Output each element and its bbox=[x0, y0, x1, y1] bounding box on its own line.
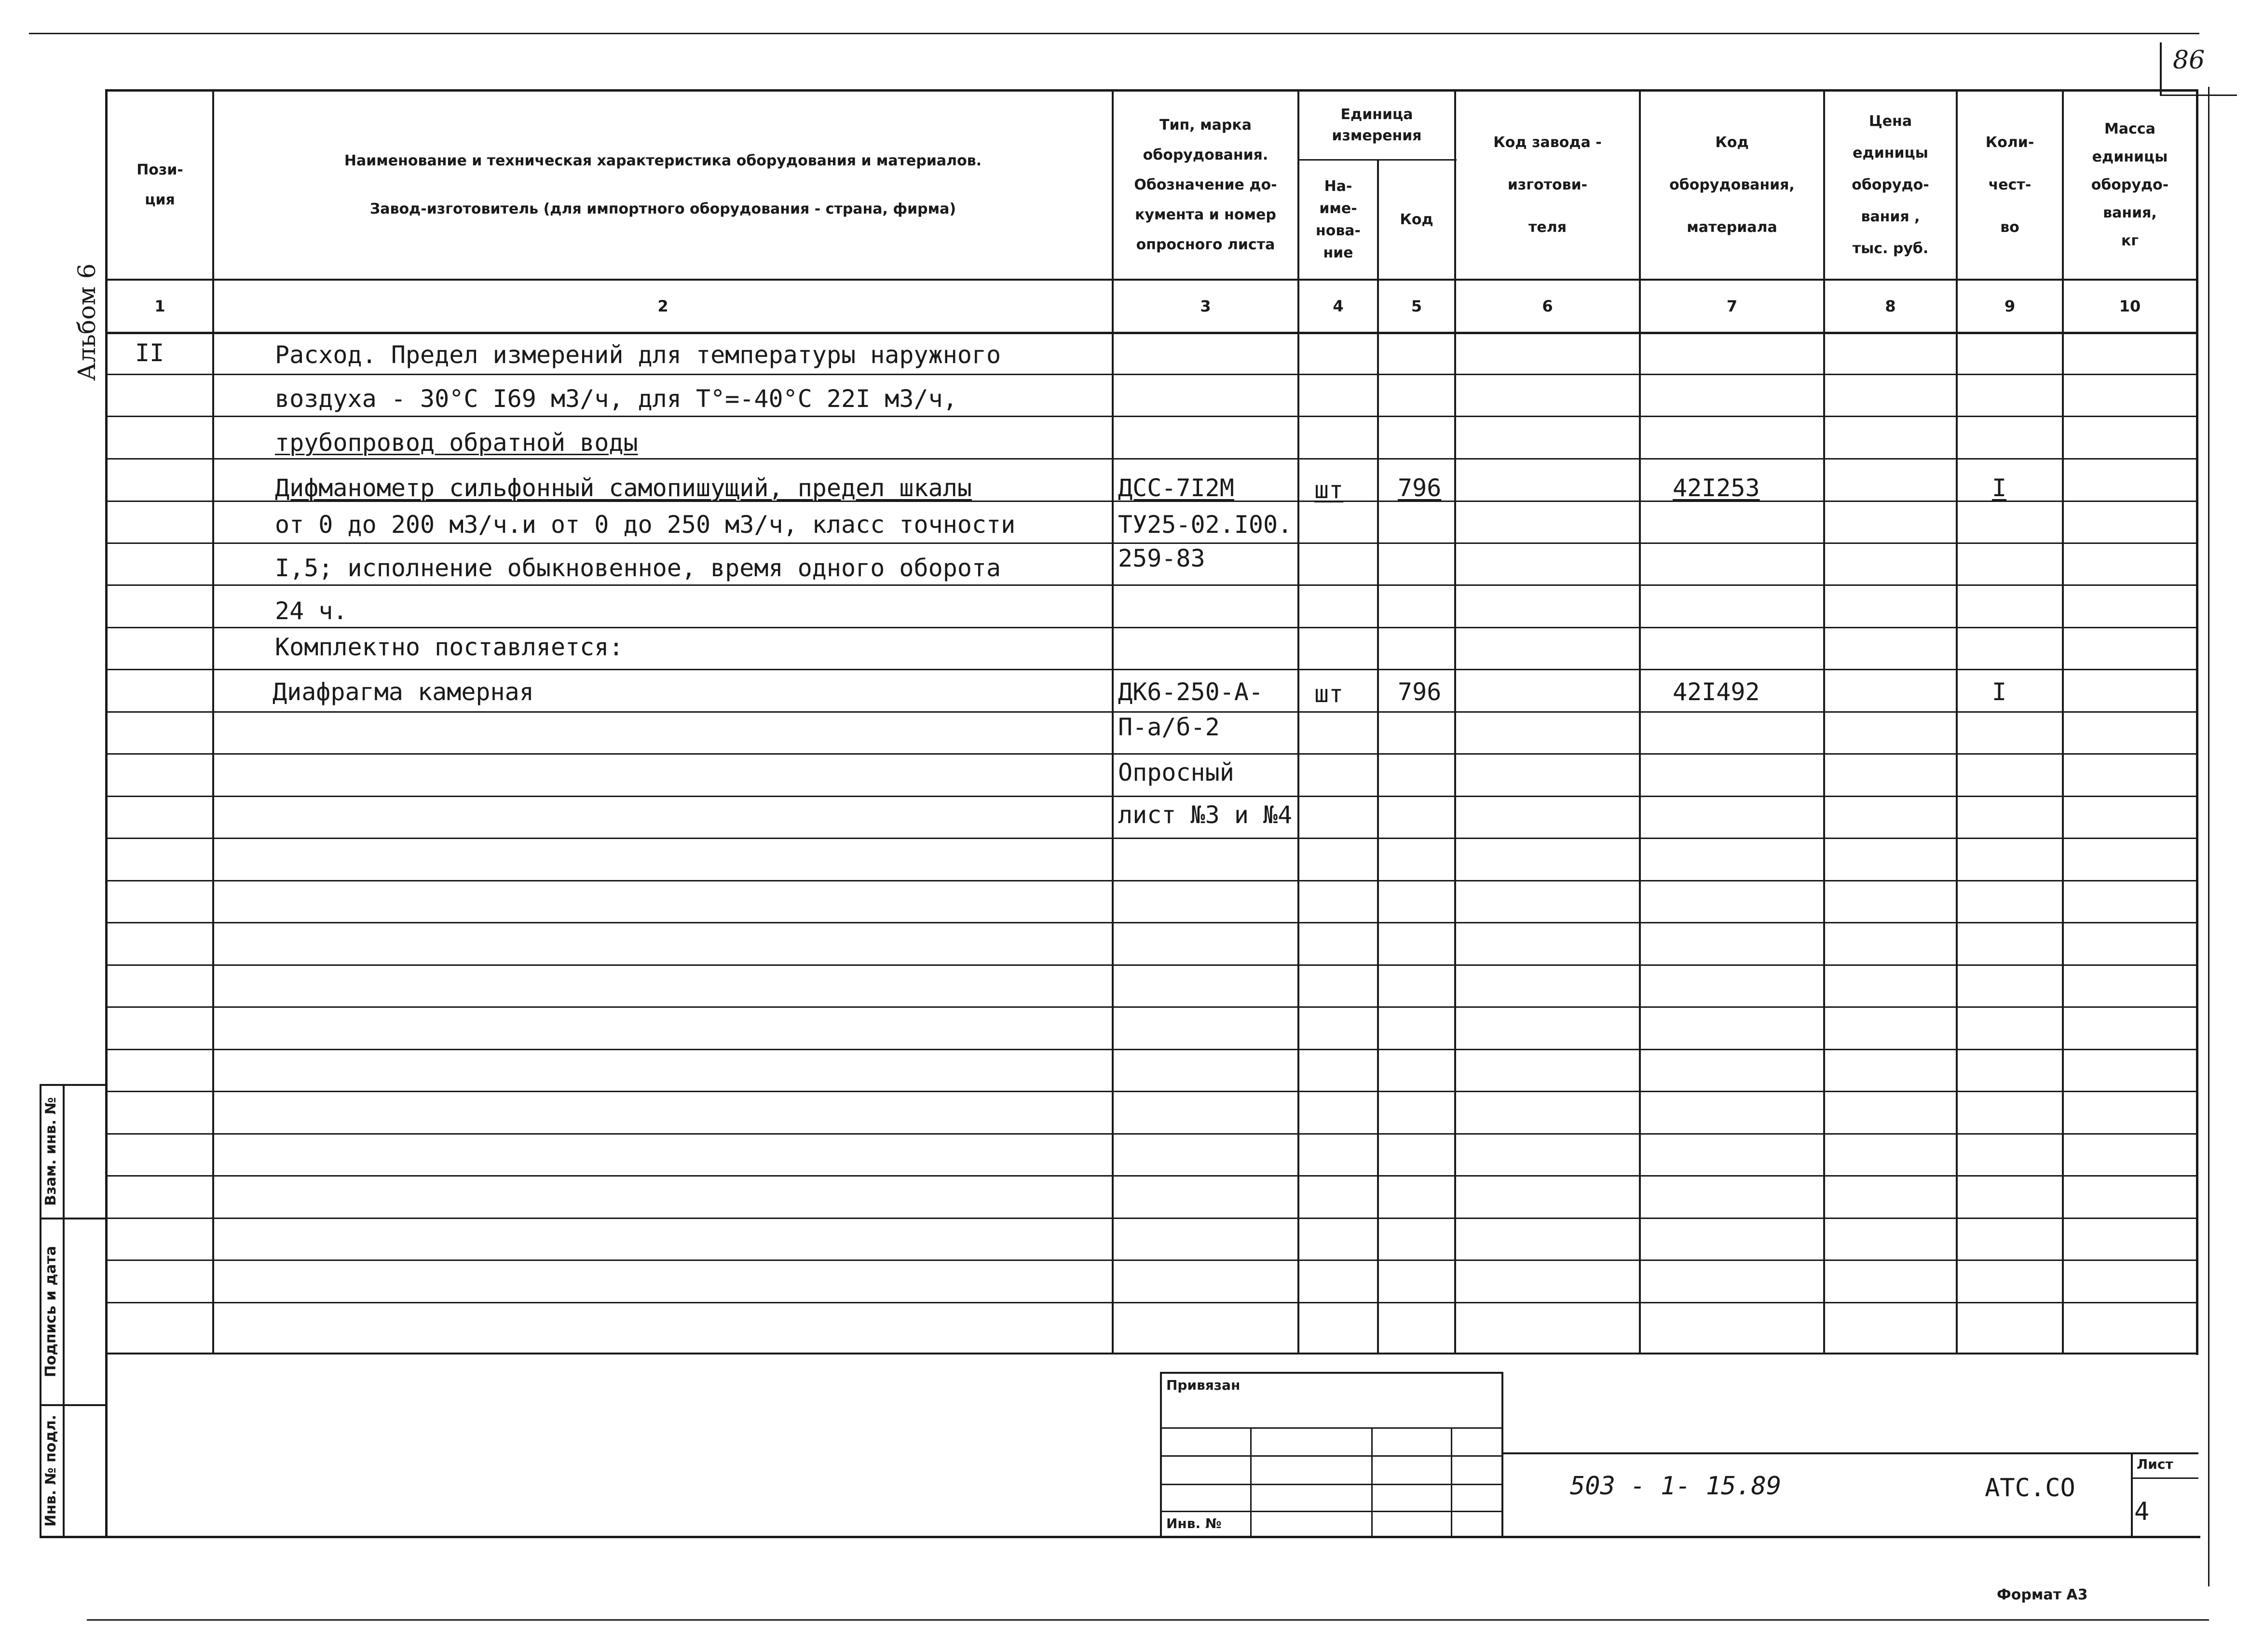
row-line bbox=[105, 922, 2198, 923]
header-type: Тип, марка оборудования. Обозначение до- кумента и номер опросного листа bbox=[1134, 117, 1277, 253]
col-sep-5 bbox=[1454, 89, 1456, 1353]
top-border-line bbox=[29, 33, 2199, 34]
sheet-label: Лист bbox=[2137, 1456, 2173, 1472]
name-cell: 24 ч. bbox=[275, 597, 348, 625]
row-line bbox=[105, 964, 2198, 966]
type-cell: лист №3 и №4 bbox=[1118, 801, 1293, 829]
row-line bbox=[105, 753, 2198, 755]
position-cell: II bbox=[135, 339, 164, 367]
row-line bbox=[105, 669, 2198, 670]
header-factory-code: Код завода - изготови- теля bbox=[1493, 134, 1602, 236]
sheet-cell-left bbox=[2131, 1452, 2133, 1538]
row-line bbox=[105, 1259, 2198, 1261]
row-line bbox=[105, 627, 2198, 628]
quantity-cell: I bbox=[1992, 678, 2007, 706]
row-line bbox=[105, 416, 2198, 417]
name-cell: Комплектно поставляется: bbox=[275, 633, 624, 661]
side-stamp-divider bbox=[40, 1218, 107, 1219]
column-number: 10 bbox=[2119, 297, 2141, 315]
page-number: 86 bbox=[2173, 46, 2205, 75]
document-code: 503 - 1- 15.89 bbox=[1570, 1472, 1782, 1501]
side-stamp-bottom bbox=[40, 1536, 2200, 1538]
row-line bbox=[105, 796, 2198, 797]
column-number: 3 bbox=[1200, 297, 1211, 315]
header-unit-name: На- име- нова- ние bbox=[1315, 177, 1361, 261]
side-stamp-divider bbox=[40, 1404, 107, 1406]
col-sep-3 bbox=[1297, 89, 1299, 1353]
column-number: 9 bbox=[2004, 297, 2016, 315]
name-cell: Дифманометр сильфонный самопишущий, предел шкалы bbox=[275, 474, 972, 502]
header-mass: Масса единицы оборудо- вания, кг bbox=[2091, 121, 2169, 249]
unit-code-cell: 796 bbox=[1398, 678, 1442, 706]
row-line bbox=[105, 880, 2198, 881]
album-label: Альбом 6 bbox=[73, 263, 101, 381]
header-price: Цена единицы оборудо- вания , тыс. руб. bbox=[1852, 113, 1929, 257]
row-line bbox=[105, 1302, 2198, 1303]
stamp-col-line bbox=[1371, 1427, 1373, 1536]
name-cell: Диафрагма камерная bbox=[273, 678, 534, 706]
row-line bbox=[105, 1006, 2198, 1008]
stamp-box-top bbox=[1160, 1372, 1503, 1374]
equipment-code-cell: 42I492 bbox=[1673, 678, 1760, 706]
column-number: 8 bbox=[1885, 297, 1896, 315]
column-number: 7 bbox=[1726, 297, 1738, 315]
header-unit-code: Код bbox=[1400, 211, 1433, 228]
side-stamp-inner-line bbox=[63, 1084, 65, 1538]
type-cell: ДК6-250-А- bbox=[1118, 678, 1264, 706]
quantity-cell: I bbox=[1992, 474, 2007, 502]
row-line bbox=[105, 1091, 2198, 1092]
column-number: 1 bbox=[154, 297, 165, 315]
attached-label: Привязан bbox=[1166, 1377, 1241, 1393]
header-quantity: Коли- чест- во bbox=[1985, 134, 2034, 236]
type-cell: Опросный bbox=[1118, 758, 1234, 786]
header-position: Пози- ция bbox=[136, 162, 183, 208]
sheet-number: 4 bbox=[2134, 1497, 2150, 1526]
column-number: 5 bbox=[1411, 297, 1422, 315]
col-sep-1 bbox=[212, 89, 214, 1353]
sheet-cell-divider bbox=[2131, 1477, 2198, 1479]
format-label: Формат А3 bbox=[1997, 1586, 2088, 1603]
type-cell: 259-83 bbox=[1118, 544, 1205, 572]
type-cell: П-а/б-2 bbox=[1118, 713, 1220, 741]
replacement-inventory-label: Взам. инв. № bbox=[42, 1097, 59, 1206]
column-number: 4 bbox=[1333, 297, 1344, 315]
sheet-bottom-edge bbox=[87, 1619, 2209, 1621]
col-sep-9 bbox=[2062, 89, 2064, 1353]
unit-cell: шт bbox=[1314, 476, 1344, 504]
document-mark: АТС.СО bbox=[1985, 1474, 2075, 1503]
equipment-code-cell: 42I253 bbox=[1673, 474, 1760, 502]
table-bottom-line bbox=[105, 1353, 2198, 1354]
type-cell: ДСС-7I2М bbox=[1118, 474, 1234, 502]
row-line bbox=[105, 1133, 2198, 1135]
col-sep-8 bbox=[1956, 89, 1958, 1353]
unit-cell: шт bbox=[1314, 680, 1344, 708]
inventory-number-label: Инв. № bbox=[1166, 1516, 1222, 1531]
name-cell: от 0 до 200 м3/ч.и от 0 до 250 м3/ч, класс точности bbox=[275, 511, 1016, 539]
col-sep-6 bbox=[1639, 89, 1641, 1353]
name-cell: Расход. Предел измерений для температуры наружного bbox=[275, 341, 1001, 369]
stamp-col-line bbox=[1451, 1427, 1452, 1536]
header-unit-group: Единица измерения bbox=[1332, 106, 1422, 144]
stamp-col-line bbox=[1250, 1427, 1252, 1536]
row-line bbox=[105, 458, 2198, 460]
title-block-top bbox=[1501, 1452, 2198, 1454]
header-equipment-code: Код оборудования, материала bbox=[1669, 134, 1795, 236]
signature-date-label: Подпись и дата bbox=[42, 1246, 59, 1378]
type-cell: ТУ25-02.I00. bbox=[1118, 511, 1293, 539]
row-line bbox=[105, 838, 2198, 839]
name-cell: трубопровод обратной воды bbox=[275, 429, 638, 457]
row-line bbox=[105, 1175, 2198, 1177]
page-number-box-left bbox=[2160, 42, 2162, 95]
original-inventory-label: Инв. № подл. bbox=[42, 1414, 59, 1527]
name-cell: I,5; исполнение обыкновенное, время одного оборота bbox=[275, 554, 1001, 582]
col-sep-2 bbox=[1112, 89, 1114, 1353]
column-number: 6 bbox=[1542, 297, 1553, 315]
header-name: Наименование и техническая характеристика оборудования и материалов. Завод-изготовитель (для импортного оборудования - страна, фирма) bbox=[344, 152, 982, 217]
col-sep-7 bbox=[1823, 89, 1825, 1353]
side-stamp-top bbox=[40, 1084, 107, 1086]
col-sep-4 bbox=[1377, 159, 1379, 1353]
name-cell: воздуха - 30°С I69 м3/ч, для Т°=-40°С 22I м3/ч, bbox=[275, 385, 957, 413]
column-number: 2 bbox=[657, 297, 668, 315]
row-line bbox=[105, 1218, 2198, 1219]
row-line bbox=[105, 374, 2198, 375]
row-line bbox=[105, 584, 2198, 586]
sheet-right-edge bbox=[2208, 87, 2209, 1586]
unit-code-cell: 796 bbox=[1398, 474, 1442, 502]
row-line bbox=[105, 1049, 2198, 1050]
